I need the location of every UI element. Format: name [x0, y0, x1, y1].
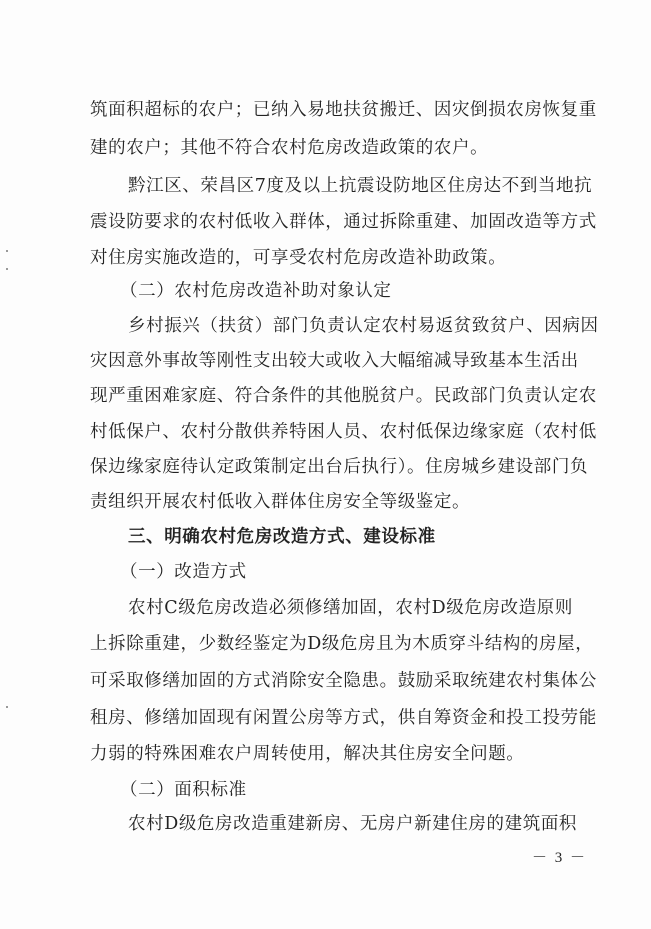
- section-heading: 三、明确农村危房改造方式、建设标准: [128, 527, 436, 547]
- text-line: 上拆除重建，少数经鉴定为D级危房且为木质穿斗结构的房屋，: [90, 634, 594, 654]
- text-line: 筑面积超标的农户；已纳入易地扶贫搬迁、因灾倒损农房恢复重: [90, 100, 597, 120]
- text-line: 农村C级危房改造必须修缮加固，农村D级危房改造原则: [128, 598, 573, 618]
- text-line: 黔江区、荣昌区7度及以上抗震设防地区住房达不到当地抗: [128, 176, 593, 196]
- text-line: 力弱的特殊困难农户周转使用，解决其住房安全问题。: [90, 744, 525, 764]
- text-line: 现严重困难家庭、符合条件的其他脱贫户。民政部门负责认定农: [90, 386, 597, 406]
- page-number: － 3 －: [532, 850, 588, 866]
- text-line: 责组织开展农村低收入群体住房安全等级鉴定。: [90, 492, 471, 512]
- text-line: 保边缘家庭待认定政策制定出台后执行）。住房城乡建设部门负: [90, 457, 589, 477]
- subsection-heading: （二）农村危房改造补助对象认定: [120, 281, 392, 301]
- subsection-heading: （一）改造方式: [120, 562, 247, 582]
- text-line: 农村D级危房改造重建新房、无房户新建住房的建筑面积: [128, 814, 578, 834]
- text-line: 对住房实施改造的，可享受农村危房改造补助政策。: [90, 248, 507, 268]
- text-line: 租房、修缮加固现有闲置公房等方式，供自筹资金和投工投劳能: [90, 708, 597, 728]
- subsection-heading: （二）面积标准: [120, 780, 247, 800]
- text-line: 乡村振兴（扶贫）部门负责认定农村易返贫致贫户、因病因: [128, 316, 599, 336]
- text-line: 震设防要求的农村低收入群体，通过拆除重建、加固改造等方式: [90, 212, 597, 232]
- margin-dot: [6, 706, 8, 708]
- text-line: 可采取修缮加固的方式消除安全隐患。鼓励采取统建农村集体公: [90, 671, 597, 691]
- text-line: 灾因意外事故等刚性支出较大或收入大幅缩减导致基本生活出: [90, 351, 579, 371]
- margin-dot: [6, 250, 8, 252]
- text-line: 村低保户、农村分散供养特困人员、农村低保边缘家庭（农村低: [90, 422, 597, 442]
- margin-dot: [6, 268, 8, 270]
- text-line: 建的农户；其他不符合农村危房改造政策的农户。: [90, 138, 489, 158]
